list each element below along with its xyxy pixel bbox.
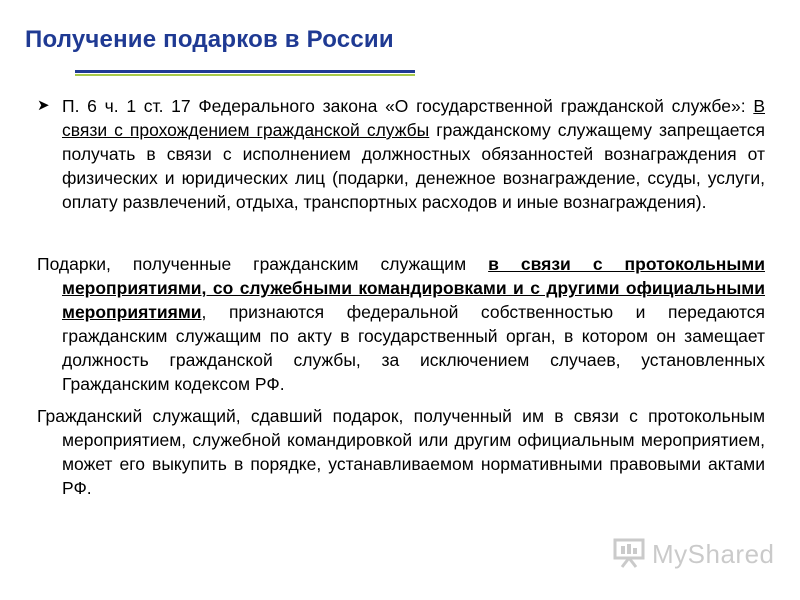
bullet-text-part-1: П. 6 ч. 1 ст. 17 Федерального закона «О государственной гражданской службе»: (62, 96, 754, 116)
watermark-logo (612, 535, 775, 575)
arrow-bullet-icon: ➤ (37, 97, 50, 114)
para2-text-underlined-bold: в связи с протокольными мероприятиями, со служебными командировками и с другими официальными мероприятиями (62, 254, 765, 322)
para2-text-part-3: , признаются федеральной собственностью и передаются гражданским служащим по акту в государственный орган, в котором он замещает должность гражданской службы, за исключением случаев, установленных Гражданским кодексом РФ. (62, 302, 765, 394)
watermark-text: MyShared (652, 539, 775, 569)
title-underline-green (75, 74, 415, 76)
para2-text-part-1: Подарки, полученные гражданским служащим (37, 254, 489, 274)
paragraph-gifts-ownership (37, 252, 765, 396)
slide-body (37, 94, 765, 500)
bullet-paragraph (37, 94, 765, 214)
bullet-text-underlined: В связи с прохождением гражданской службы (62, 96, 765, 140)
paragraph-gift-buyback: Гражданский служащий, сдавший подарок, полученный им в связи с протокольным мероприятием, служебной командировкой или другим официальным мероприятием, может его выкупить в порядке, устанавливаемом нормативными правовыми актами РФ. (37, 406, 765, 498)
presentation-board-icon (612, 535, 646, 569)
bullet-text-part-3: гражданскому служащему запрещается получать в связи с исполнением должностных обязанностей вознаграждения от физических и юридических лиц (подарки, денежное вознаграждение, ссуды, услуги, оплату развлечений, отдыха, транспортных расходов и иные вознаграждения). (62, 120, 765, 212)
title-underline-blue (75, 70, 415, 73)
page-title: Получение подарков в России (25, 26, 394, 53)
